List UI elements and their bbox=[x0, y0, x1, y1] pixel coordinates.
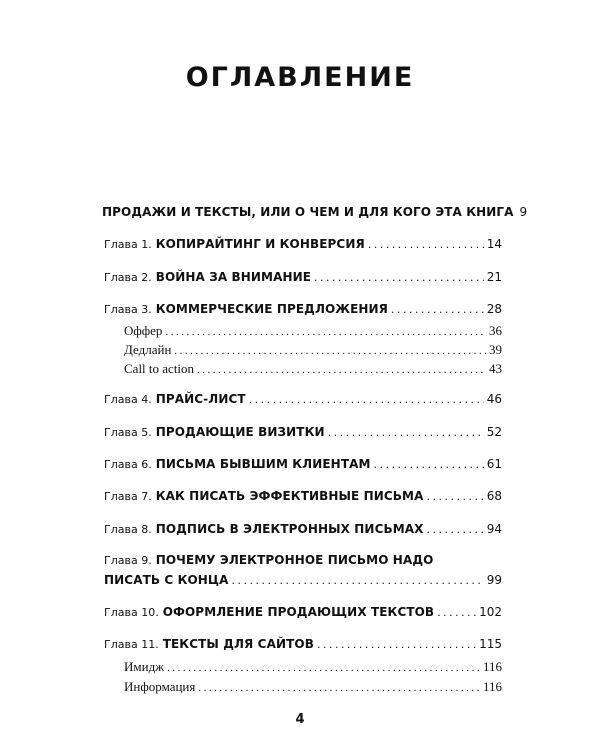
toc-subentry-page: 116 bbox=[482, 679, 502, 694]
dot-leader bbox=[391, 303, 484, 316]
toc-entry-chapter-7[interactable] bbox=[104, 489, 502, 509]
toc-subentry-title: Имидж bbox=[124, 659, 165, 674]
chapter-prefix: Глава 8. bbox=[104, 523, 152, 536]
toc-entry-title-continuation: ПИСАТЬ С КОНЦА bbox=[104, 573, 229, 587]
toc-entry-chapter-10[interactable] bbox=[104, 605, 502, 625]
toc-entry-page: 94 bbox=[486, 522, 502, 536]
toc-entry-page: 115 bbox=[479, 637, 502, 651]
chapter-prefix: Глава 1. bbox=[104, 238, 152, 251]
dot-leader bbox=[165, 326, 486, 338]
toc-entry-chapter-3[interactable] bbox=[104, 302, 502, 322]
dot-leader bbox=[232, 574, 484, 587]
toc-entry-title: КОПИРАЙТИНГ И КОНВЕРСИЯ bbox=[155, 237, 365, 251]
toc-subentry-title: Дедлайн bbox=[124, 342, 172, 357]
toc-subentry-page: 39 bbox=[489, 342, 502, 357]
chapter-prefix: Глава 11. bbox=[104, 638, 159, 651]
toc-entry-title: ТЕКСТЫ ДЛЯ САЙТОВ bbox=[162, 637, 314, 651]
dot-leader bbox=[197, 364, 486, 376]
toc-entry-preface[interactable] bbox=[102, 205, 528, 225]
chapter-prefix: Глава 5. bbox=[104, 426, 152, 439]
toc-entry-chapter-5[interactable] bbox=[104, 425, 502, 445]
dot-leader bbox=[314, 271, 484, 284]
toc-entry-title: ПОДПИСЬ В ЭЛЕКТРОННЫХ ПИСЬМАХ bbox=[155, 522, 424, 536]
toc-entry-title: ПРОДАЮЩИЕ ВИЗИТКИ bbox=[155, 425, 325, 439]
dot-leader bbox=[174, 345, 486, 357]
toc-entry-title: ПРОДАЖИ И ТЕКСТЫ, ИЛИ О ЧЕМ И ДЛЯ КОГО ЭТА КНИГА bbox=[102, 205, 514, 219]
dot-leader bbox=[427, 523, 484, 536]
toc-subentry-page: 36 bbox=[489, 323, 502, 338]
dot-leader bbox=[374, 458, 484, 471]
dot-leader bbox=[198, 682, 480, 694]
toc-subentry-page: 116 bbox=[482, 659, 502, 674]
toc-entry-page: 21 bbox=[486, 270, 502, 284]
toc-entry-title: ПОЧЕМУ ЭЛЕКТРОННОЕ ПИСЬМО НАДО bbox=[155, 553, 434, 567]
chapter-prefix: Глава 6. bbox=[104, 458, 152, 471]
toc-entry-chapter-6[interactable] bbox=[104, 457, 502, 477]
dot-leader bbox=[426, 490, 483, 503]
toc-entry-page: 9 bbox=[519, 205, 528, 219]
toc-entry-chapter-2[interactable] bbox=[104, 270, 502, 290]
toc-entry-page: 68 bbox=[486, 489, 502, 503]
toc-subentry-image[interactable] bbox=[104, 659, 502, 679]
toc-subentry-page: 43 bbox=[489, 361, 502, 376]
toc-subentry-offer[interactable] bbox=[104, 323, 502, 343]
toc-entry-chapter-8[interactable] bbox=[104, 522, 502, 542]
dot-leader bbox=[317, 638, 476, 651]
toc-entry-title: ПИСЬМА БЫВШИМ КЛИЕНТАМ bbox=[155, 457, 371, 471]
chapter-prefix: Глава 3. bbox=[104, 303, 152, 316]
dot-leader bbox=[328, 426, 484, 439]
toc-entry-page: 46 bbox=[486, 392, 502, 406]
toc-subentry-information[interactable] bbox=[104, 679, 502, 699]
toc-entry-title: ОФОРМЛЕНИЕ ПРОДАЮЩИХ ТЕКСТОВ bbox=[162, 605, 435, 619]
dot-leader bbox=[167, 662, 480, 674]
toc-entry-title: КОММЕРЧЕСКИЕ ПРЕДЛОЖЕНИЯ bbox=[155, 302, 389, 316]
toc-entry-chapter-9[interactable] bbox=[104, 553, 502, 573]
toc-entry-page: 52 bbox=[486, 425, 502, 439]
toc-entry-page: 102 bbox=[479, 605, 502, 619]
chapter-prefix: Глава 2. bbox=[104, 271, 152, 284]
toc-subentry-title: Информация bbox=[124, 679, 196, 694]
toc-subentry-deadline[interactable] bbox=[104, 342, 502, 362]
chapter-prefix: Глава 7. bbox=[104, 490, 152, 503]
page-number: 4 bbox=[295, 712, 305, 727]
toc-entry-page: 28 bbox=[486, 302, 502, 316]
toc-entry-chapter-4[interactable] bbox=[104, 392, 502, 412]
chapter-prefix: Глава 4. bbox=[104, 393, 152, 406]
toc-subentry-call-to-action[interactable] bbox=[104, 361, 502, 381]
chapter-prefix: Глава 10. bbox=[104, 606, 159, 619]
page-title: ОГЛАВЛЕНИЕ bbox=[185, 62, 415, 93]
dot-leader bbox=[368, 238, 484, 251]
toc-subentry-title: Call to action bbox=[124, 361, 195, 376]
toc-subentry-title: Оффер bbox=[124, 323, 163, 338]
toc-entry-chapter-1[interactable] bbox=[104, 237, 502, 257]
toc-entry-page: 14 bbox=[486, 237, 502, 251]
toc-entry-chapter-11[interactable] bbox=[104, 637, 502, 657]
toc-entry-chapter-9-continuation[interactable] bbox=[104, 573, 502, 593]
toc-entry-title: ПРАЙС-ЛИСТ bbox=[155, 392, 246, 406]
toc-entry-title: КАК ПИСАТЬ ЭФФЕКТИВНЫЕ ПИСЬМА bbox=[155, 489, 424, 503]
toc-entry-page: 99 bbox=[486, 573, 502, 587]
toc-entry-title: ВОЙНА ЗА ВНИМАНИЕ bbox=[155, 270, 312, 284]
dot-leader bbox=[437, 606, 476, 619]
toc-entry-page: 61 bbox=[486, 457, 502, 471]
chapter-prefix: Глава 9. bbox=[104, 554, 152, 567]
dot-leader bbox=[249, 393, 484, 406]
